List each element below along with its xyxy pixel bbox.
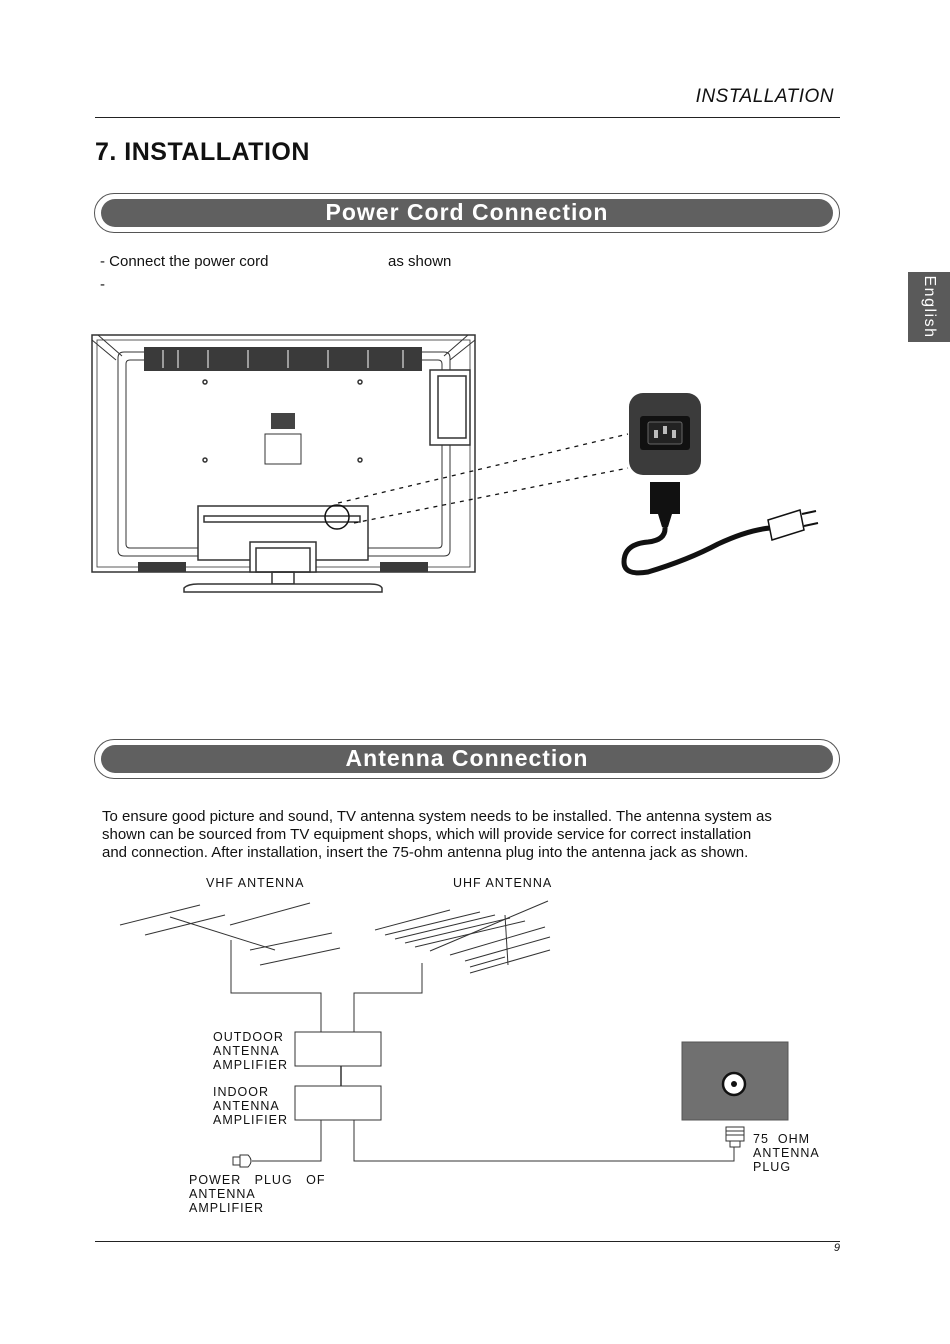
- antenna-paragraph-line: To ensure good picture and sound, TV antenna system needs to be installed. The antenna system as: [102, 808, 772, 825]
- antenna-banner: [94, 739, 840, 779]
- label-line: AMPLIFIER: [213, 1058, 288, 1072]
- antenna-diagram: [100, 895, 820, 1175]
- antenna-paragraph-line: and connection. After installation, insert the 75-ohm antenna plug into the antenna jack as shown.: [102, 844, 749, 861]
- label-line: ANTENNA: [753, 1146, 820, 1160]
- antenna-paragraph: [102, 808, 862, 862]
- page-number: 9: [833, 1242, 840, 1254]
- label-line: ANTENNA: [213, 1044, 280, 1058]
- outdoor-amplifier-label: [213, 1030, 288, 1072]
- vhf-antenna: [120, 903, 340, 965]
- ac-socket: [629, 393, 701, 475]
- language-tab[interactable]: [908, 272, 950, 342]
- power-cord-illustration: [88, 330, 848, 605]
- power-cable: [624, 482, 818, 573]
- power-instruction-1a: - Connect the power cord: [100, 253, 269, 270]
- power-instruction-1b: as shown: [388, 253, 452, 270]
- language-tab-label: English: [921, 275, 938, 339]
- indoor-amplifier-label: [213, 1085, 288, 1127]
- uhf-antenna-label: UHF ANTENNA: [453, 876, 553, 890]
- label-line: INDOOR: [213, 1085, 269, 1099]
- power-cord-banner: [94, 193, 840, 233]
- antenna-plug-label: [753, 1132, 820, 1174]
- running-header: INSTALLATION: [695, 86, 834, 107]
- label-line: PLUG: [753, 1160, 792, 1174]
- vhf-antenna-label: VHF ANTENNA: [206, 876, 305, 890]
- antenna-banner-title: Antenna Connection: [101, 745, 833, 773]
- antenna-jack-panel: [682, 1042, 788, 1120]
- label-line: 75 OHM: [753, 1132, 811, 1146]
- power-cord-banner-title: Power Cord Connection: [101, 199, 833, 227]
- label-line: ANTENNA: [189, 1187, 256, 1201]
- footer-rule: [95, 1241, 840, 1242]
- page-title: 7. INSTALLATION: [95, 138, 310, 166]
- label-line: POWER PLUG OF: [189, 1173, 326, 1187]
- power-instruction-2: -: [100, 276, 105, 293]
- label-line: AMPLIFIER: [213, 1113, 288, 1127]
- label-line: OUTDOOR: [213, 1030, 284, 1044]
- power-plug-label: [189, 1173, 325, 1215]
- uhf-antenna: [375, 901, 550, 973]
- label-line: ANTENNA: [213, 1099, 280, 1113]
- tv-back-panel: [92, 335, 475, 592]
- label-line: AMPLIFIER: [189, 1201, 264, 1215]
- antenna-paragraph-line: shown can be sourced from TV equipment shops, which will provide service for correct installation: [102, 826, 752, 843]
- header-rule: [95, 117, 840, 118]
